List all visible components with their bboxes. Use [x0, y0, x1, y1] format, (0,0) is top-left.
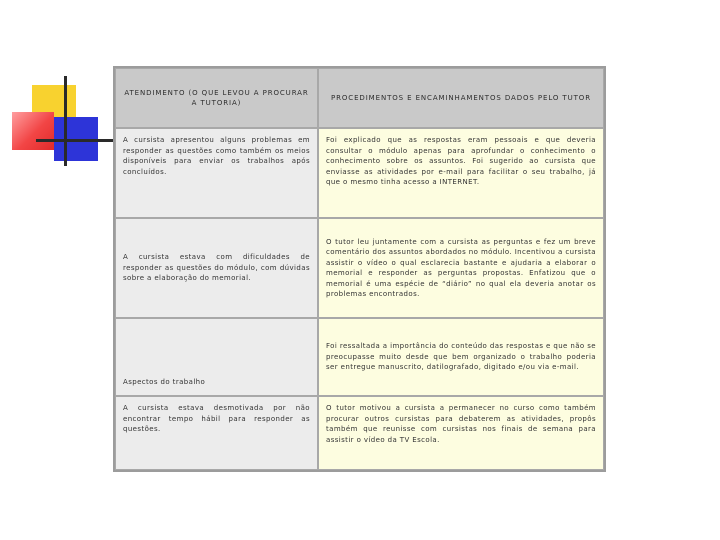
header-procedimentos: PROCEDIMENTOS E ENCAMINHAMENTOS DADOS PELO TUTOR	[318, 68, 604, 128]
row-2-atendimento: A cursista estava com dificuldades de responder as questões do módulo, com dúvidas sobre a elaboração do memorial.	[115, 218, 318, 318]
table-row	[115, 318, 604, 396]
tutoring-table	[113, 66, 606, 472]
row-4-procedimento: O tutor motivou a cursista a permanecer no curso como também procurar outros cursistas para debaterem as atividades, propôs também que reunisse com cursistas nos finais de semana para assistir o vídeo da TV Escola.	[318, 396, 604, 470]
logo-red-square	[12, 112, 54, 150]
logo-vertical-line	[64, 76, 67, 166]
row-1-atendimento: A cursista apresentou alguns problemas em responder as questões como também os meios disponíveis para enviar os trabalhos após concluídos.	[115, 128, 318, 218]
table-row	[115, 218, 604, 318]
row-3-atendimento: Aspectos do trabalho	[115, 318, 318, 396]
header-atendimento: ATENDIMENTO (O QUE LEVOU A PROCURAR A TUTORIA)	[115, 68, 318, 128]
row-4-atendimento: A cursista estava desmotivada por não encontrar tempo hábil para responder as questões.	[115, 396, 318, 470]
row-1-procedimento: Foi explicado que as respostas eram pessoais e que deveria consultar o módulo apenas para aprofundar o conhecimento o conhecimento sobre os assuntos. Foi sugerido ao cursista que enviasse as atividades por e-mail para facilitar o seu trabalho, já que o mesmo tinha acesso a INTERNET.	[318, 128, 604, 218]
row-3-procedimento: Foi ressaltada a importância do conteúdo das respostas e que não se preocupasse muito desde que bem organizado o trabalho poderia ser entregue manuscrito, datilografado, digitado e/ou via e-mail.	[318, 318, 604, 396]
logo-horizontal-line	[36, 139, 114, 142]
table-row	[115, 128, 604, 218]
row-2-procedimento: O tutor leu juntamente com a cursista as perguntas e fez um breve comentário dos assuntos abordados no módulo. Incentivou a cursista assistir o vídeo o qual esclarecia bastante e ajudaria a elaborar o memorial e responder as perguntas propostas. Enfatizou que o memorial é uma espécie de “diário” no qual ela deveria anotar os problemas encontrados.	[318, 218, 604, 318]
table-row	[115, 396, 604, 470]
table-header-row	[115, 68, 604, 128]
